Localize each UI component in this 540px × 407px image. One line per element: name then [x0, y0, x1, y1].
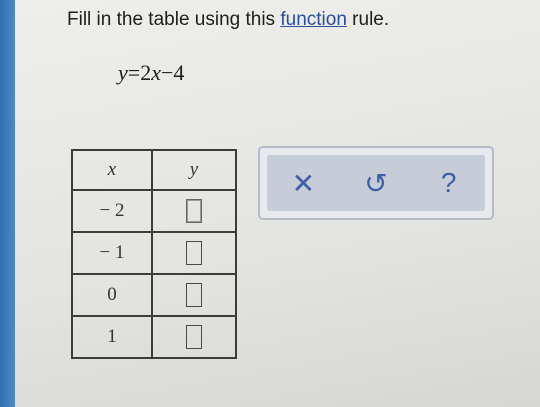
- function-table: [71, 149, 237, 359]
- header-x: x: [72, 150, 152, 190]
- function-link[interactable]: function: [280, 9, 347, 30]
- undo-button[interactable]: [354, 161, 398, 205]
- y-answer-input[interactable]: [186, 199, 202, 223]
- equation-variable: x: [151, 60, 161, 85]
- x-value-cell: 0: [72, 274, 152, 316]
- instruction-suffix: rule.: [346, 9, 390, 30]
- x-value-cell: − 2: [72, 190, 152, 232]
- instruction-text: [67, 9, 389, 31]
- y-answer-cell: [152, 232, 236, 274]
- y-answer-cell: [152, 316, 236, 358]
- left-accent-strip: [0, 0, 15, 407]
- y-answer-cell: [152, 190, 236, 232]
- equation-equals: =: [127, 60, 141, 85]
- x-value-cell: − 1: [72, 232, 152, 274]
- table-row: [72, 232, 236, 274]
- close-icon: ✕: [291, 167, 316, 199]
- instruction-prefix: Fill in the table using this: [67, 9, 281, 30]
- answer-toolbar: [258, 146, 494, 220]
- table-row: [72, 274, 236, 316]
- equation-lhs: y: [118, 60, 128, 85]
- undo-icon: ↺: [364, 167, 388, 199]
- y-answer-cell: [152, 274, 236, 316]
- equation-operator: −: [160, 60, 174, 85]
- table-row: [72, 190, 236, 232]
- header-y: y: [152, 150, 236, 190]
- y-answer-input[interactable]: [186, 241, 202, 265]
- help-icon: ?: [440, 167, 457, 198]
- clear-button[interactable]: [281, 161, 325, 205]
- help-button[interactable]: [427, 161, 471, 205]
- x-value-cell: 1: [72, 316, 152, 358]
- y-answer-input[interactable]: [186, 325, 202, 349]
- table-row: [72, 316, 236, 358]
- function-rule: [118, 60, 184, 86]
- equation-constant: 4: [173, 60, 185, 85]
- table-header-row: [72, 150, 236, 190]
- y-answer-input[interactable]: [186, 283, 202, 307]
- equation-coefficient: 2: [140, 60, 152, 85]
- toolbar-button-group: [267, 155, 485, 211]
